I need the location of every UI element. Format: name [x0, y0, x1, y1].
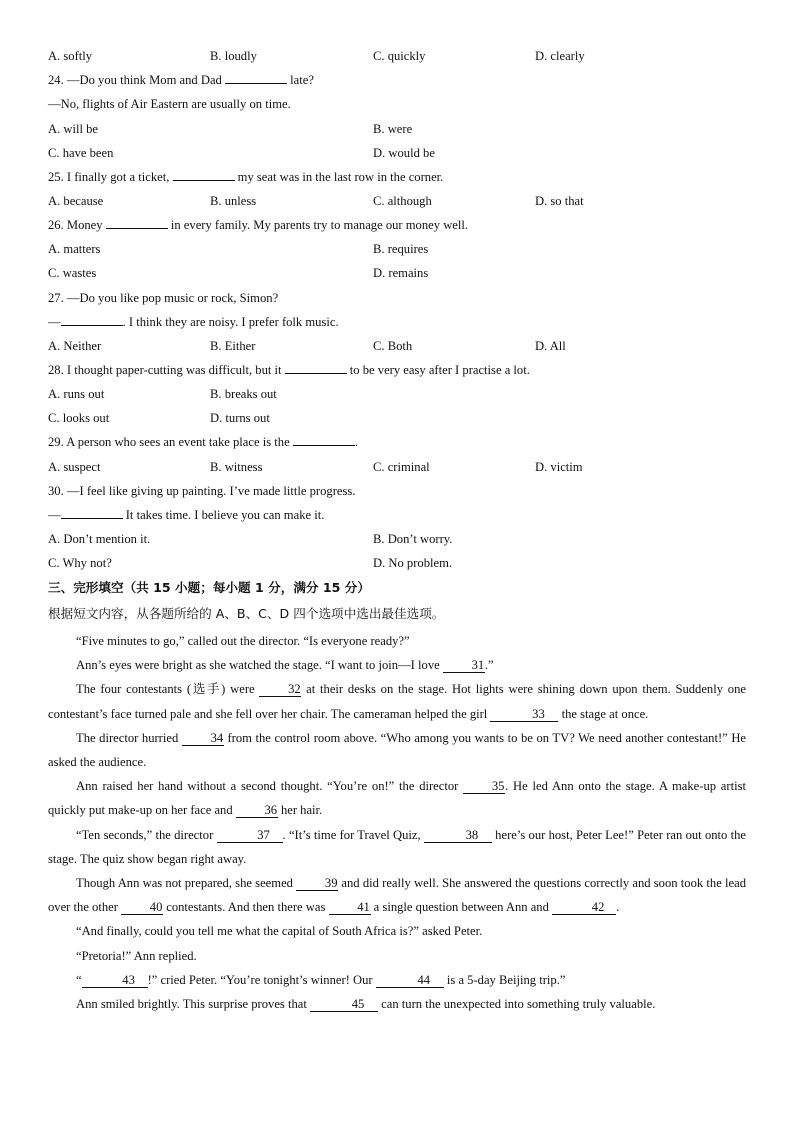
- q27-line2: — . I think they are noisy. I prefer folk music.: [48, 315, 339, 329]
- cloze-passage: [48, 629, 746, 1016]
- q27-blank: [61, 325, 123, 326]
- q24-option-c[interactable]: C. have been: [48, 146, 114, 160]
- blank-37[interactable]: 37: [217, 829, 283, 843]
- q30-option-c[interactable]: C. Why not?: [48, 556, 112, 570]
- q27-option-d[interactable]: D. All: [535, 339, 566, 353]
- blank-34[interactable]: 34: [182, 732, 224, 746]
- q26-option-a[interactable]: A. matters: [48, 242, 101, 256]
- q25-option-c[interactable]: C. although: [373, 194, 432, 208]
- q23-option-b[interactable]: B. loudly: [210, 49, 257, 63]
- q28-option-d[interactable]: D. turns out: [210, 411, 270, 425]
- blank-42[interactable]: 42: [552, 901, 616, 915]
- q29-option-b[interactable]: B. witness: [210, 460, 263, 474]
- q27-option-c[interactable]: C. Both: [373, 339, 413, 353]
- q29-option-c[interactable]: C. criminal: [373, 460, 430, 474]
- q30-blank: [61, 518, 123, 519]
- q29-blank: [293, 445, 355, 446]
- blank-38[interactable]: 38: [424, 829, 492, 843]
- blank-33[interactable]: 33: [490, 708, 558, 722]
- blank-39[interactable]: 39: [296, 877, 338, 891]
- q24-option-a[interactable]: A. will be: [48, 122, 99, 136]
- passage-paragraph: The director hurried 34 from the control room above. “Who among you wants to be on TV? We need another contestant!” He asked the audience.: [48, 730, 746, 770]
- q25-stem: 25. I finally got a ticket, my seat was in the last row in the corner.: [48, 170, 444, 184]
- section3-title: 三、完形填空（共 15 小题；每小题 1 分，满分 15 分）: [48, 580, 370, 595]
- q25-option-d[interactable]: D. so that: [535, 194, 584, 208]
- passage-paragraph: Though Ann was not prepared, she seemed 39 and did really well. She answered the questions correctly and soon took the lead over the other 40 contestants. And then there was 41 a single question between Ann and 42 .: [48, 876, 747, 915]
- passage-paragraph: Ann’s eyes were bright as she watched the stage. “I want to join—I love 31.”: [76, 658, 494, 673]
- blank-44[interactable]: 44: [376, 974, 444, 988]
- blank-43[interactable]: 43: [82, 974, 148, 988]
- q23-option-a[interactable]: A. softly: [48, 49, 93, 63]
- q25-blank: [173, 180, 235, 181]
- blank-32[interactable]: 32: [259, 683, 301, 697]
- blank-40[interactable]: 40: [121, 901, 163, 915]
- q26-option-c[interactable]: C. wastes: [48, 266, 97, 280]
- q26-stem: 26. Money in every family. My parents try to manage our money well.: [48, 218, 469, 232]
- passage-paragraph: “Ten seconds,” the director 37 . “It’s time for Travel Quiz, 38 here’s our host, Peter Lee!” Peter ran out onto the stage. The quiz show began right away.: [48, 827, 746, 866]
- q26-option-d[interactable]: D. remains: [373, 266, 429, 280]
- q25-option-b[interactable]: B. unless: [210, 194, 257, 208]
- q24-line2: —No, flights of Air Eastern are usually on time.: [48, 97, 291, 111]
- q27-option-b[interactable]: B. Either: [210, 339, 256, 353]
- q24-option-d[interactable]: D. would be: [373, 146, 435, 160]
- blank-45[interactable]: 45: [310, 998, 378, 1012]
- q28-stem: 28. I thought paper-cutting was difficult, but it to be very easy after I practise a lot.: [48, 363, 530, 377]
- q25-option-a[interactable]: A. because: [48, 194, 104, 208]
- q24-stem: 24. —Do you think Mom and Dad late?: [48, 73, 314, 87]
- q28-blank: [285, 373, 347, 374]
- blank-36[interactable]: 36: [236, 804, 278, 818]
- q26-option-b[interactable]: B. requires: [373, 242, 429, 256]
- passage-paragraph: Ann raised her hand without a second thought. “You’re on!” the director 35. He led Ann onto the stage. A make-up artist quickly put make-up on her face and 36 her hair.: [48, 779, 746, 818]
- blank-31[interactable]: 31: [443, 659, 485, 673]
- blank-41[interactable]: 41: [329, 901, 371, 915]
- q27-option-a[interactable]: A. Neither: [48, 339, 102, 353]
- q23-option-c[interactable]: C. quickly: [373, 49, 426, 63]
- passage-paragraph: “ 43 !” cried Peter. “You’re tonight’s winner! Our 44 is a 5-day Beijing trip.”: [76, 972, 566, 987]
- q30-option-b[interactable]: B. Don’t worry.: [373, 532, 453, 546]
- q26-blank: [106, 228, 168, 229]
- q24-blank: [225, 83, 287, 84]
- passage-paragraph: “Five minutes to go,” called out the director. “Is everyone ready?”: [76, 634, 410, 648]
- q30-stem: 30. —I feel like giving up painting. I’ve made little progress.: [48, 484, 356, 498]
- passage-paragraph: The four contestants (选手) were 32 at their desks on the stage. Hot lights were shining down upon them. Suddenly one contestant’s face turned pale and she fell over her chair. The cameraman helped the girl 33 the stage at once.: [48, 682, 746, 721]
- q28-option-a[interactable]: A. runs out: [48, 387, 105, 401]
- q29-stem: 29. A person who sees an event take place is the .: [48, 435, 358, 449]
- q30-option-a[interactable]: A. Don’t mention it.: [48, 532, 151, 546]
- q29-option-d[interactable]: D. victim: [535, 460, 583, 474]
- q30-option-d[interactable]: D. No problem.: [373, 556, 453, 570]
- passage-paragraph: “Pretoria!” Ann replied.: [76, 948, 197, 963]
- q29-option-a[interactable]: A. suspect: [48, 460, 101, 474]
- passage-paragraph: Ann smiled brightly. This surprise proves that 45 can turn the unexpected into something truly valuable.: [76, 997, 656, 1012]
- blank-35[interactable]: 35: [463, 780, 505, 794]
- q28-option-b[interactable]: B. breaks out: [210, 387, 277, 401]
- q30-line2: — It takes time. I believe you can make it.: [48, 508, 325, 522]
- q27-stem: 27. —Do you like pop music or rock, Simon?: [48, 291, 279, 305]
- q28-option-c[interactable]: C. looks out: [48, 411, 110, 425]
- q23-option-d[interactable]: D. clearly: [535, 49, 585, 63]
- passage-paragraph: “And finally, could you tell me what the capital of South Africa is?” asked Peter.: [76, 924, 483, 939]
- q24-option-b[interactable]: B. were: [373, 122, 413, 136]
- section3-instruction: 根据短文内容，从各题所给的 A、B、C、D 四个选项中选出最佳选项。: [48, 606, 445, 621]
